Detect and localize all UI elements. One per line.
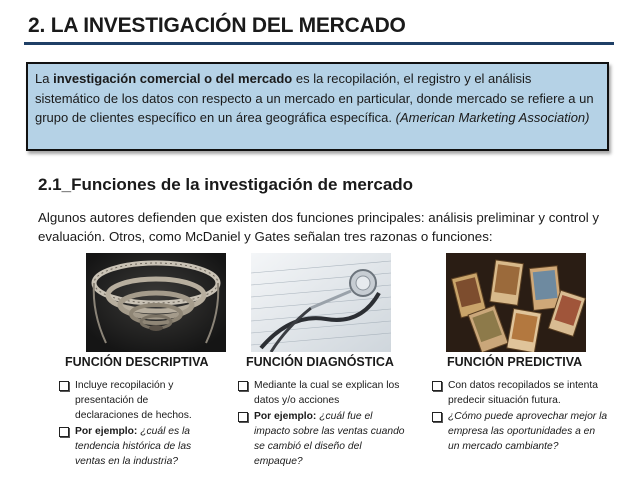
list-item <box>237 409 407 469</box>
definition-lead: La <box>35 71 54 86</box>
section-subheading: 2.1_Funciones de la investigación de mercado <box>38 175 414 194</box>
example-text: ¿cuál fue el impacto sobre las ventas cuando se cambió el diseño del empaque? <box>254 411 405 467</box>
function-description: Mediante la cual se explican los datos y/o acciones <box>254 380 400 406</box>
function-heading-predictiva: FUNCIÓN PREDICTIVA <box>447 355 583 369</box>
checkbox-bullet-icon <box>59 381 69 391</box>
stethoscope-photo <box>251 253 391 352</box>
list-item <box>58 424 208 469</box>
function-description: Con datos recopilados se intenta predecir situación futura. <box>448 380 598 406</box>
example-label: Por ejemplo: <box>254 411 317 422</box>
function-list-descriptiva <box>58 378 208 470</box>
list-item <box>431 378 609 408</box>
function-heading-descriptiva: FUNCIÓN DESCRIPTIVA <box>65 355 209 369</box>
checkbox-bullet-icon <box>238 412 248 422</box>
spiral-staircase-photo <box>86 253 226 352</box>
tarot-cards-photo <box>446 253 586 352</box>
checkbox-bullet-icon <box>59 427 69 437</box>
list-item <box>237 378 407 408</box>
slide-title: 2. LA INVESTIGACIÓN DEL MERCADO <box>28 14 406 37</box>
definition-source: (American Marketing Association) <box>395 110 590 125</box>
definition-box <box>26 62 609 151</box>
example-text: ¿cuál es la tendencia histórica de las ventas en la industria? <box>75 426 192 467</box>
checkbox-bullet-icon <box>432 381 442 391</box>
intro-paragraph: Algunos autores defienden que existen dos funciones principales: análisis preliminar y control y evaluación. Otros, como McDaniel y Gates señalan tres razonas o funciones: <box>38 210 600 244</box>
example-text: ¿Cómo puede aprovechar mejor la empresa las oportunidades a en un mercado cambiante? <box>448 411 608 452</box>
function-list-predictiva <box>431 378 609 455</box>
title-underline <box>24 42 614 45</box>
checkbox-bullet-icon <box>432 412 442 422</box>
function-heading-diagnostica: FUNCIÓN DIAGNÓSTICA <box>246 355 394 369</box>
definition-term: investigación comercial o del mercado <box>53 71 293 86</box>
function-list-diagnostica <box>237 378 407 470</box>
list-item <box>58 378 208 423</box>
function-description: Incluye recopilación y presentación de declaraciones de hechos. <box>75 380 192 421</box>
list-item <box>431 409 609 454</box>
checkbox-bullet-icon <box>238 381 248 391</box>
definition-body: es la recopilación, el registro y el análisis sistemático de los datos con respecto a un mercado en particular, donde mercado se refiere a un grupo de clientes específico en un área geográfica específica. <box>35 71 594 125</box>
example-label: Por ejemplo: <box>75 426 138 437</box>
